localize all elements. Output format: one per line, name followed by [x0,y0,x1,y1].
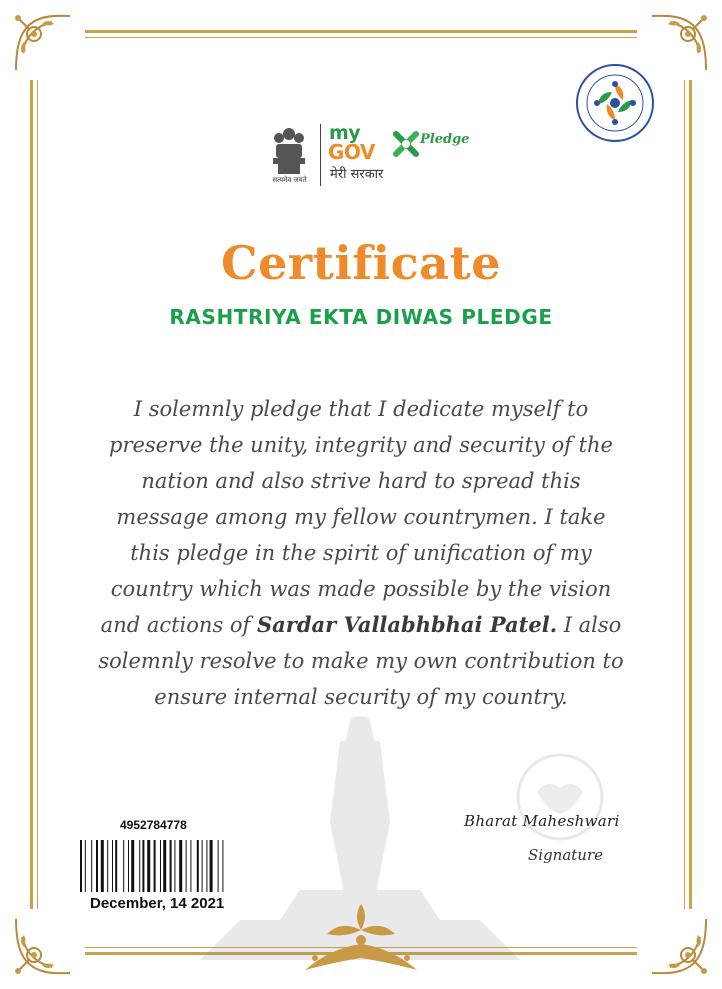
corner-ornament-icon [648,12,710,74]
mygov-logo-my: my [329,122,361,144]
logo-divider [320,124,321,186]
emblem-caption: सत्यमेव जयते [272,176,307,184]
pledge-logo-word: Pledge [420,132,470,147]
pledge-person-name: Sardar Vallabhbhai Patel. [256,612,558,637]
ek-bharat-shreshtha-bharat-logo-icon [574,62,656,144]
pledge-text [96,391,626,715]
frame-left-inner-line [37,80,38,909]
frame-top-inner-line [85,37,637,38]
corner-ornament-icon [12,915,74,977]
frame-right-line [689,80,692,909]
mygov-logo-gov: GOV [328,140,375,164]
corner-ornament-icon [648,915,710,977]
certificate-subtitle: RASHTRIYA EKTA DIWAS PLEDGE [169,305,553,329]
national-emblem-icon [268,124,310,184]
pledge-text-part-2: I also solemnly resolve to make my own contribution to ensure internal security of my country. [98,613,624,709]
certificate-date: December, 14 2021 [90,895,225,912]
signer-signature: Bharat Maheshwari [464,812,620,830]
barcode-icon [80,840,260,892]
signature-label: Signature [528,846,604,864]
frame-left-line [30,80,33,909]
barcode-number: 4952784778 [120,818,187,832]
mygov-logo-hindi: मेरी सरकार [330,167,384,182]
pledge-hands-icon [390,128,422,160]
bottom-ornament-icon [291,900,431,980]
certificate-title: Certificate [221,236,501,290]
corner-ornament-icon [12,12,74,74]
frame-top-line [85,30,637,33]
pledge-text-part-1: I solemnly pledge that I dedicate myself to preserve the unity, integrity and security of the nation and also strive hard to spread this message among my fellow countrymen. I take this pledge in the spirit of unification of my country which was made possible by the vision and actions of [100,397,613,637]
frame-right-inner-line [684,80,685,909]
